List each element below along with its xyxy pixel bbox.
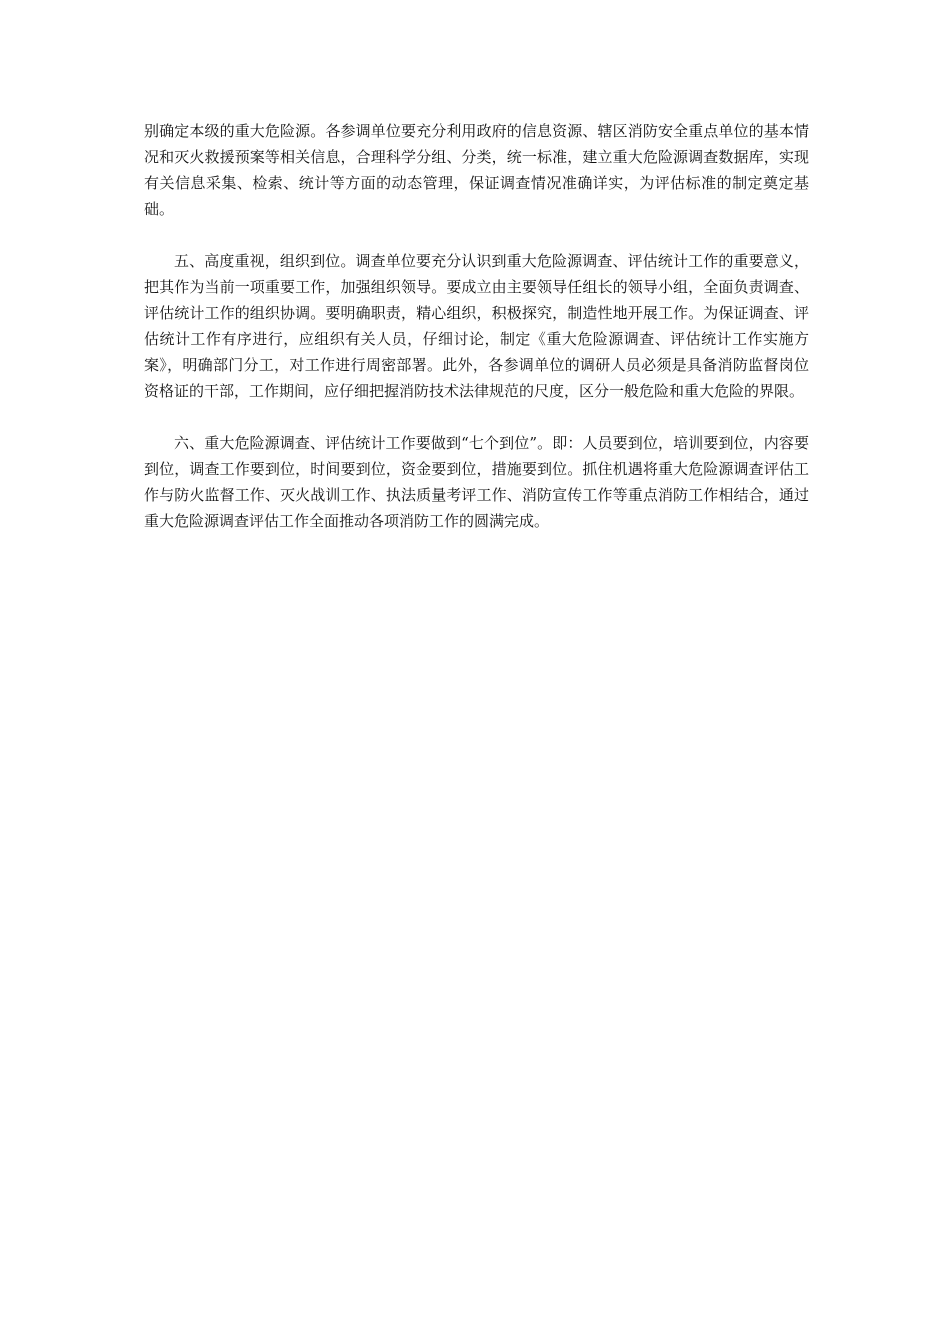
paragraph-spacer	[144, 404, 809, 430]
paragraph-section-five: 五、高度重视，组织到位。调查单位要充分认识到重大危险源调查、评估统计工作的重要意义，把其作为当前一项重要工作，加强组织领导。要成立由主要领导任组长的领导小组，全面负责调查、评估统计工作的组织协调。要明确职责，精心组织，积极探究，制造性地开展工作。为保证调查、评估统计工作有序进行，应组织有关人员，仔细讨论，制定《重大危险源调查、评估统计工作实施方案》，明确部门分工，对工作进行周密部署。此外，各参调单位的调研人员必须是具备消防监督岗位资格证的干部，工作期间，应仔细把握消防技术法律规范的尺度，区分一般危险和重大危险的界限。	[144, 252, 809, 400]
paragraph-continuation: 别确定本级的重大危险源。各参调单位要充分利用政府的信息资源、辖区消防安全重点单位的基本情况和灭火救援预案等相关信息，合理科学分组、分类，统一标准，建立重大危险源调查数据库，实现有关信息采集、检索、统计等方面的动态管理，保证调查情况准确详实，为评估标准的制定奠定基础。	[144, 122, 809, 218]
document-body	[144, 118, 809, 534]
paragraph-section-six: 六、重大危险源调查、评估统计工作要做到“七个到位”。即：人员要到位，培训要到位，内容要到位，调查工作要到位，时间要到位，资金要到位，措施要到位。抓住机遇将重大危险源调查评估工作与防火监督工作、灭火战训工作、执法质量考评工作、消防宣传工作等重点消防工作相结合，通过重大危险源调查评估工作全面推动各项消防工作的圆满完成。	[144, 434, 809, 530]
paragraph-spacer	[144, 222, 809, 248]
